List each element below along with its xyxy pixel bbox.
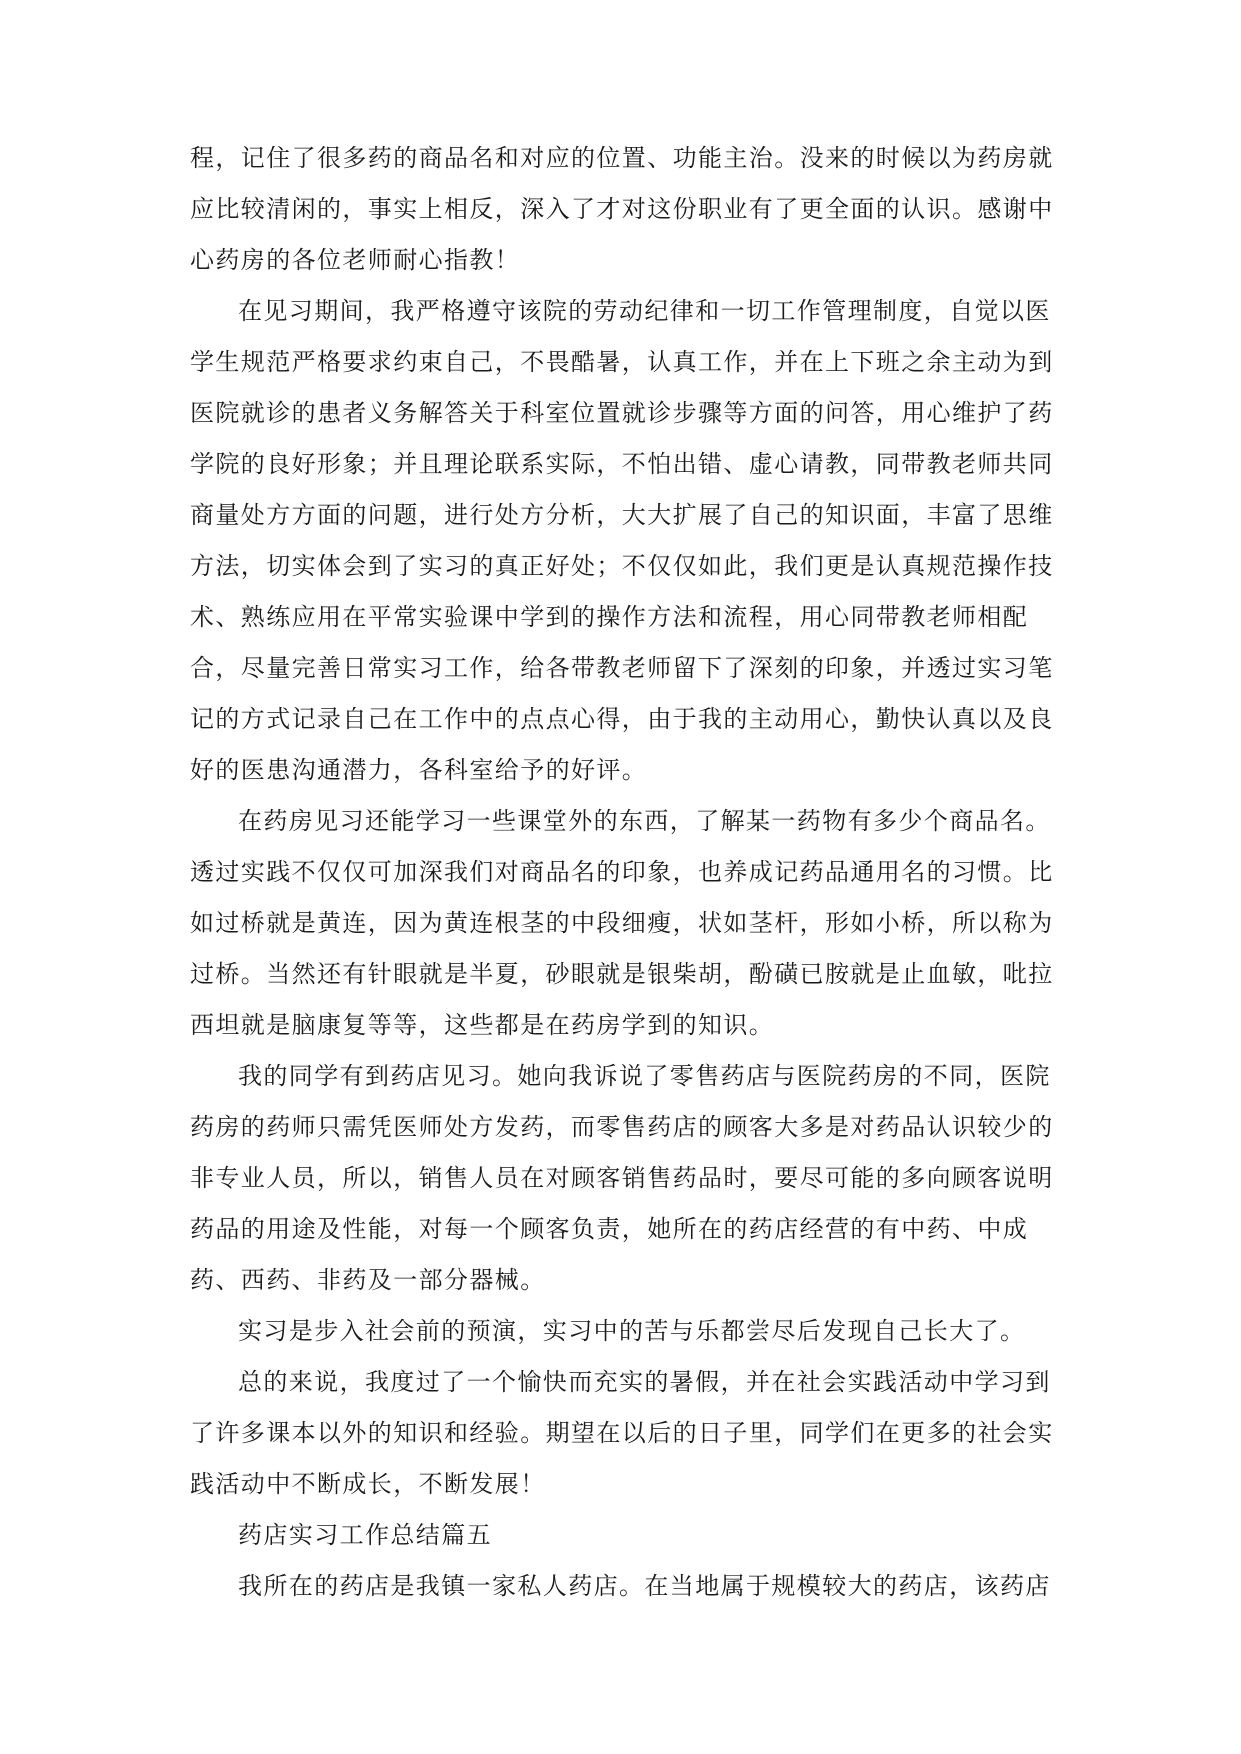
text-line: 好的医患沟通潜力，各科室给予的好评。 [190, 756, 648, 784]
text-line: 西坦就是脑康复等等，这些都是在药房学到的知识。 [190, 1011, 775, 1039]
text-line: 应比较清闲的，事实上相反，深入了才对这份职业有了更全面的认识。感谢中 [190, 195, 1054, 223]
paragraph-first-line: 总的来说，我度过了一个愉快而充实的暑假，并在社会实践活动中学习到 [238, 1368, 1051, 1396]
paragraph-first-line: 我的同学有到药店见习。她向我诉说了零售药店与医院药房的不同，医院 [238, 1062, 1051, 1090]
text-line: 过桥。当然还有针眼就是半夏，砂眼就是银柴胡，酚磺已胺就是止血敏，吡拉 [190, 960, 1054, 988]
text-line: 医院就诊的患者义务解答关于科室位置就诊步骤等方面的问答，用心维护了药 [190, 399, 1054, 427]
text-line: 了许多课本以外的知识和经验。期望在以后的日子里，同学们在更多的社会实 [190, 1419, 1054, 1447]
text-line: 记的方式记录自己在工作中的点点心得，由于我的主动用心，勤快认真以及良 [190, 705, 1054, 733]
text-line: 非专业人员，所以，销售人员在对顾客销售药品时，要尽可能的多向顾客说明 [190, 1164, 1054, 1192]
text-line: 学院的良好形象；并且理论联系实际，不怕出错、虚心请教，同带教老师共同 [190, 450, 1054, 478]
paragraph-first-line: 我所在的药店是我镇一家私人药店。在当地属于规模较大的药店，该药店 [238, 1572, 1051, 1600]
text-line: 合，尽量完善日常实习工作，给各带教老师留下了深刻的印象，并透过实习笔 [190, 654, 1054, 682]
text-line: 方法，切实体会到了实习的真正好处；不仅仅如此，我们更是认真规范操作技 [190, 552, 1054, 580]
paragraph-first-line: 实习是步入社会前的预演，实习中的苦与乐都尝尽后发现自己长大了。 [238, 1317, 1026, 1345]
section-heading: 药店实习工作总结篇五 [238, 1521, 492, 1549]
paragraph-first-line: 在见习期间，我严格遵守该院的劳动纪律和一切工作管理制度，自觉以医 [238, 297, 1051, 325]
text-line: 商量处方方面的问题，进行处方分析，大大扩展了自己的知识面，丰富了思维 [190, 501, 1054, 529]
text-line: 透过实践不仅仅可加深我们对商品名的印象，也养成记药品通用名的习惯。比 [190, 858, 1054, 886]
document-body [190, 133, 1070, 1612]
text-line: 学生规范严格要求约束自己，不畏酷暑，认真工作，并在上下班之余主动为到 [190, 348, 1054, 376]
text-line: 心药房的各位老师耐心指教！ [190, 246, 521, 274]
text-line: 药品的用途及性能，对每一个顾客负责，她所在的药店经营的有中药、中成 [190, 1215, 1029, 1243]
text-line: 药、西药、非药及一部分器械。 [190, 1266, 546, 1294]
text-line: 践活动中不断成长，不断发展！ [190, 1470, 546, 1498]
text-line: 程，记住了很多药的商品名和对应的位置、功能主治。没来的时候以为药房就 [190, 144, 1054, 172]
text-line: 术、熟练应用在平常实验课中学到的操作方法和流程，用心同带教老师相配 [190, 603, 1029, 631]
text-line: 药房的药师只需凭医师处方发药，而零售药店的顾客大多是对药品认识较少的 [190, 1113, 1054, 1141]
paragraph-first-line: 在药房见习还能学习一些课堂外的东西，了解某一药物有多少个商品名。 [238, 807, 1051, 835]
text-line: 如过桥就是黄连，因为黄连根茎的中段细瘦，状如茎杆，形如小桥，所以称为 [190, 909, 1054, 937]
